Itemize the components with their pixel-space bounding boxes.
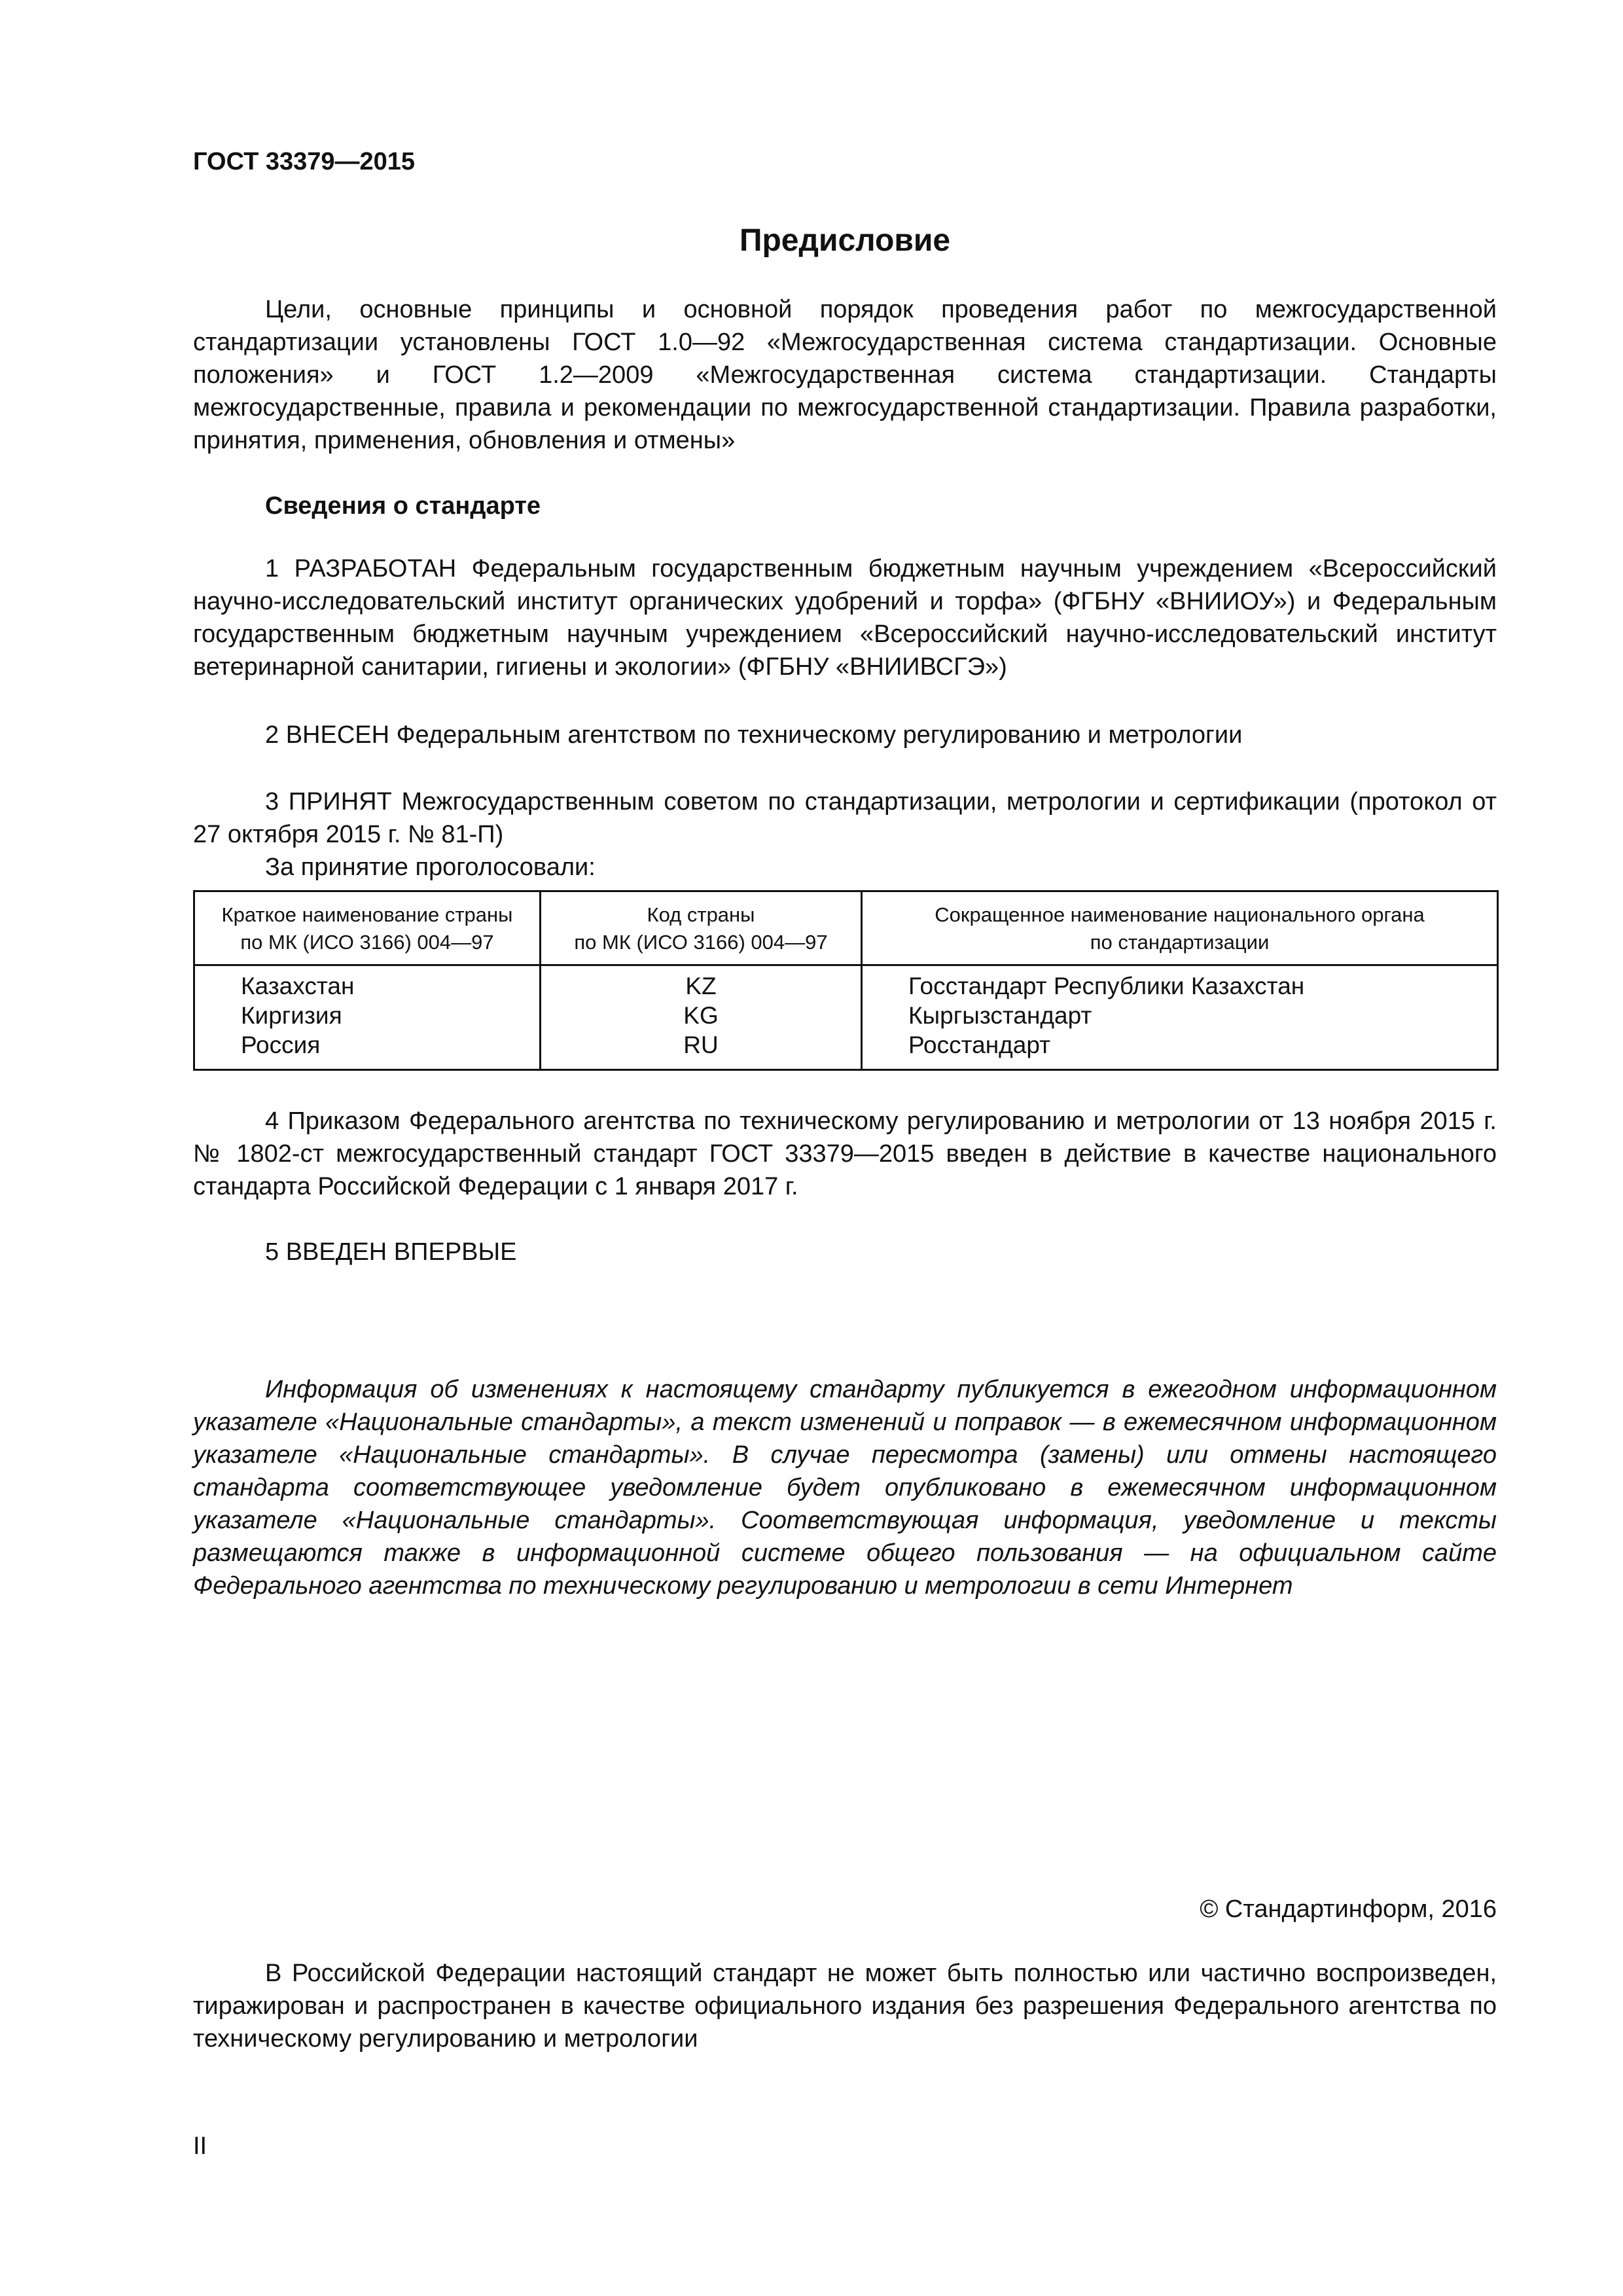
vote-table xyxy=(193,890,1499,1071)
org-cell: Росстандарт xyxy=(908,1031,1051,1058)
country-cell: Россия xyxy=(241,1031,321,1058)
page-number: II xyxy=(193,2132,207,2160)
header-org-line1: Сокращенное наименование национального органа xyxy=(935,903,1425,926)
item-adopted-by: 3 ПРИНЯТ Межгосударственным советом по стандартизации, метрологии и сертификации (протокол от 27 октября 2015 г. № 81-П) xyxy=(193,788,1497,848)
changes-notice: Информация об изменениях к настоящему стандарту публикуется в ежегодном информационном указателе «Национальные стандарты», а текст изменений и поправок — в ежемесячном информационном указателе «Национальные стандарты». В случае пересмотра (замены) или отмены настоящего стандарта соответствующее уведомление будет опубликовано в ежемесячном информационном указателе «Национальные стандарты». Соответствующая информация, уведомление и тексты размещаются также в информационной системе общего пользования — на официальном сайте Федерального агентства по техническому регулированию и метрологии в сети Интернет xyxy=(193,1376,1497,1600)
header-code-line1: Код страны xyxy=(647,903,755,926)
item-developed-by: 1 РАЗРАБОТАН Федеральным государственным бюджетным научным учреждением «Всероссийский научно-исследовательский институт органических удобрений и торфа» (ФГБНУ «ВНИИОУ») и Федеральным государственным бюджетным научным учреждением «Всероссийский научно-исследовательский институт ветеринарной санитарии, гигиены и экологии» (ФГБНУ «ВНИИВСГЭ») xyxy=(193,555,1497,681)
code-cell: KZ xyxy=(685,973,717,999)
country-cell: Киргизия xyxy=(241,1002,342,1029)
header-country-line2: по МК (ИСО 3166) 004—97 xyxy=(240,931,494,954)
intro-paragraph: Цели, основные принципы и основной порядок проведения работ по межгосударственной стандартизации установлены ГОСТ 1.0—92 «Межгосударственная система стандартизации. Основные положения» и ГОСТ 1.2—2009 «Межгосударственная система стандартизации. Стандарты межгосударственные, правила и рекомендации по межгосударственной стандартизации. Правила разработки, принятия, применения, обновления и отмены» xyxy=(193,296,1497,454)
table-body-row xyxy=(194,965,1498,1070)
header-org-line2: по стандартизации xyxy=(1090,931,1270,954)
item-enacted-by-order: 4 Приказом Федерального агентства по техническому регулированию и метрологии от 13 ноября 2015 г. № 1802-ст межгосударственный стандарт ГОСТ 33379—2015 введен в действие в качестве национального стандарта Российской Федерации с 1 января 2017 г. xyxy=(193,1107,1497,1200)
section-heading: Сведения о стандарте xyxy=(265,492,541,520)
document-number-header: ГОСТ 33379—2015 xyxy=(193,148,416,175)
header-country-line1: Краткое наименование страны xyxy=(221,903,513,926)
table-header-row xyxy=(194,891,1498,965)
column-header-country xyxy=(194,891,541,965)
column-header-code xyxy=(541,891,862,965)
item-introduced-first-time: 5 ВВЕДЕН ВПЕРВЫЕ xyxy=(265,1238,517,1266)
org-column xyxy=(862,965,1498,1070)
page-title: Предисловие xyxy=(739,223,951,258)
code-cell: RU xyxy=(683,1031,719,1058)
header-code-line2: по МК (ИСО 3166) 004—97 xyxy=(574,931,828,954)
org-cell: Кыргызстандарт xyxy=(908,1002,1092,1029)
column-header-org xyxy=(862,891,1498,965)
country-column xyxy=(194,965,541,1070)
item-submitted-by: 2 ВНЕСЕН Федеральным агентством по техническому регулированию и метрологии xyxy=(265,721,1243,749)
org-cell: Госстандарт Республики Казахстан xyxy=(908,973,1305,999)
code-cell: KG xyxy=(683,1002,719,1029)
country-cell: Казахстан xyxy=(241,973,355,999)
vote-intro: За принятие проголосовали: xyxy=(265,853,596,881)
copyright-line: © Стандартинформ, 2016 xyxy=(1200,1895,1497,1923)
code-column xyxy=(541,965,862,1070)
reproduction-restriction: В Российской Федерации настоящий стандарт не может быть полностью или частично воспроизведен, тиражирован и распространен в качестве официального издания без разрешения Федерального агентства по техническому регулированию и метрологии xyxy=(193,1960,1497,2053)
